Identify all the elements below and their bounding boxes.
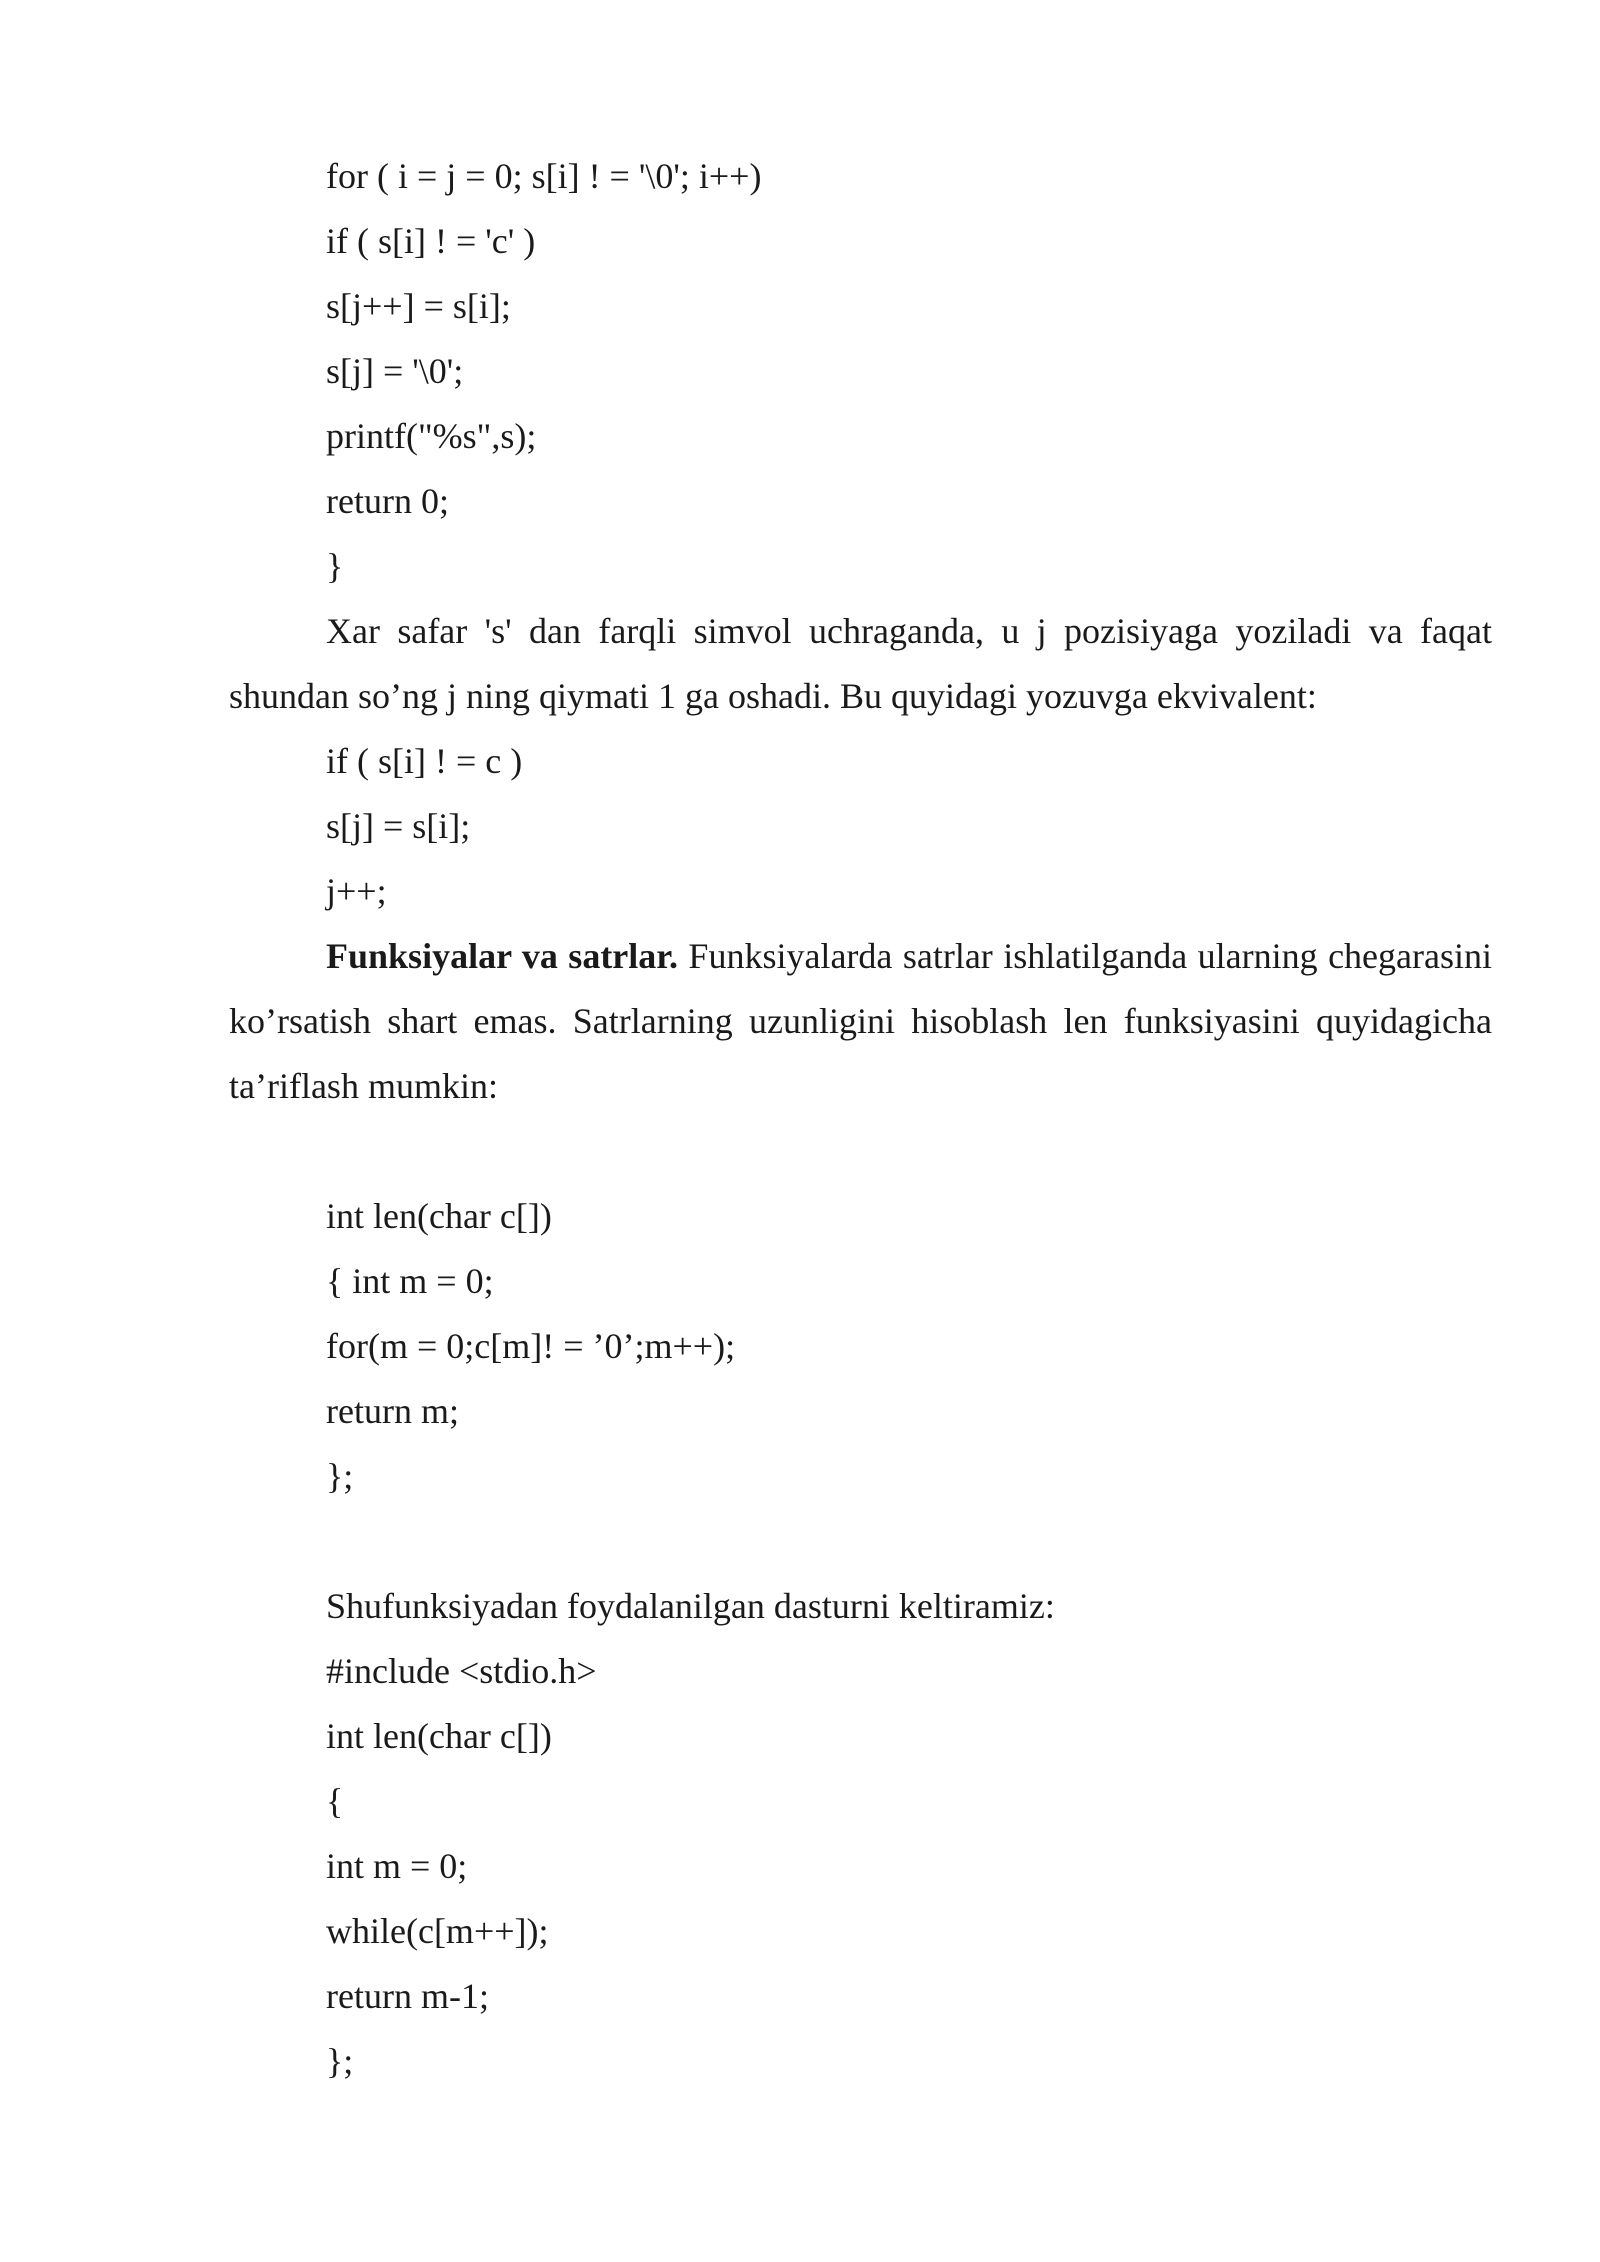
code-line: }; — [326, 1456, 354, 1496]
paragraph — [229, 924, 1492, 1119]
code-line: if ( s[i] ! = c ) — [326, 741, 523, 781]
paragraph — [229, 599, 1492, 729]
intro-line: Shufunksiyadan foydalanilgan dasturni keltiramiz: — [326, 1586, 1055, 1626]
code-line: printf("%s",s); — [326, 416, 537, 456]
code-line: return m; — [326, 1391, 459, 1431]
code-line: return m-1; — [326, 1976, 489, 2016]
code-line: if ( s[i] ! = 'c' ) — [326, 221, 536, 261]
code-line: int m = 0; — [326, 1846, 468, 1886]
code-line: s[j] = s[i]; — [326, 806, 471, 846]
code-line: { int m = 0; — [326, 1261, 494, 1301]
code-line: s[j++] = s[i]; — [326, 286, 511, 326]
code-line: }; — [326, 2041, 354, 2081]
code-line: s[j] = '\0'; — [326, 351, 464, 391]
code-line: { — [326, 1781, 344, 1821]
code-line: for(m = 0;c[m]! = ’0’;m++); — [326, 1326, 736, 1366]
code-line: int len(char c[]) — [326, 1196, 552, 1236]
code-line: while(c[m++]); — [326, 1911, 549, 1951]
section-heading: Funksiyalar va satrlar. — [326, 936, 678, 976]
code-line: int len(char c[]) — [326, 1716, 552, 1756]
paragraph-text: Funksiyalarda satrlar ishlatilganda ularning chegarasini ko’rsatish shart emas. Satrlarning uzunligini hisoblash len funksiyasini quyidagicha ta’riflash mumkin: — [229, 936, 1492, 1106]
code-line: return 0; — [326, 481, 449, 521]
code-line: } — [326, 546, 344, 586]
code-line: j++; — [326, 871, 387, 911]
paragraph-text: Xar safar 's' dan farqli simvol uchraganda, u j pozisiyaga yoziladi va faqat shundan so’ng j ning qiymati 1 ga oshadi. Bu quyidagi yozuvga ekvivalent: — [229, 611, 1492, 716]
code-line: #include <stdio.h> — [326, 1651, 597, 1691]
code-line: for ( i = j = 0; s[i] ! = '\0'; i++) — [326, 156, 762, 196]
